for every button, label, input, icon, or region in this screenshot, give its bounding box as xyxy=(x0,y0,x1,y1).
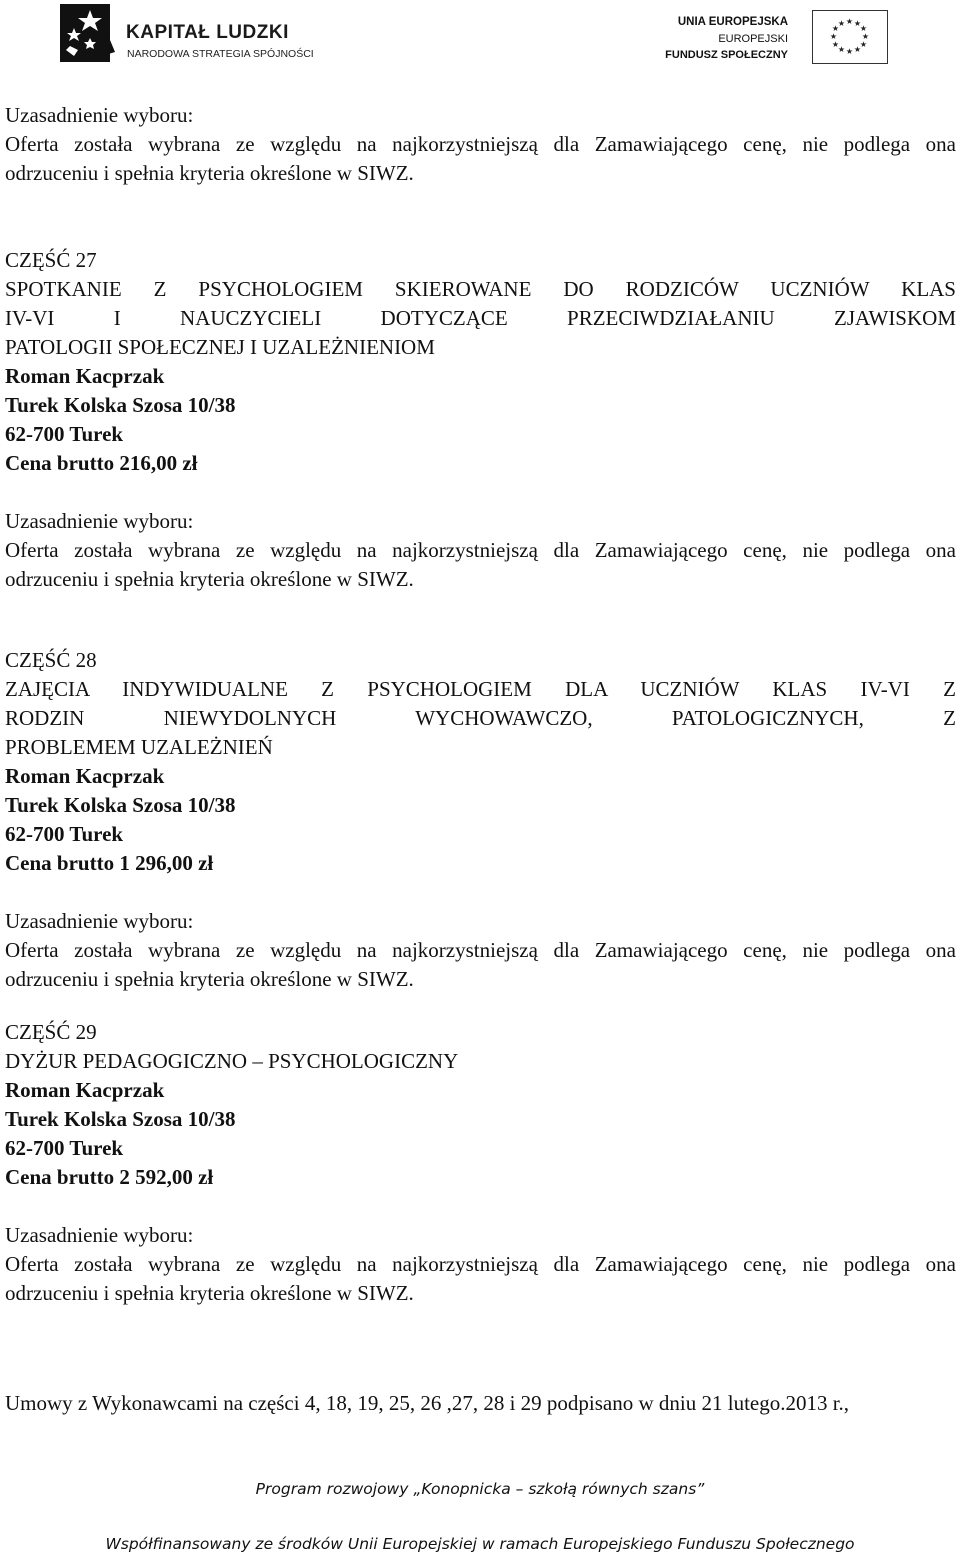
reason-label: Uzasadnienie wyboru: xyxy=(5,509,194,533)
eu-stars-icon xyxy=(813,11,886,62)
footer-cofinanced: Współfinansowany ze środków Unii Europejskiej w ramach Europejskiego Funduszu Społecznego xyxy=(105,1535,855,1553)
reason-label: Uzasadnienie wyboru: xyxy=(5,103,194,127)
gross-price: Cena brutto 216,00 zł xyxy=(5,451,198,475)
contractor-name: Roman Kacprzak xyxy=(5,764,165,788)
eu-logo-line-3: FUNDUSZ SPOŁECZNY xyxy=(665,49,788,61)
contractor-address: Turek Kolska Szosa 10/38 xyxy=(5,1107,236,1131)
reason-text-line: Oferta została wybrana ze względu na najkorzystniejszą dla Zamawiającego cenę, nie podlega ona xyxy=(5,538,956,562)
reason-text-line: odrzuceniu i spełnia kryteria określone w SIWZ. xyxy=(5,1281,414,1305)
part-title-line: PATOLOGII SPOŁECZNEJ I UZALEŻNIENIOM xyxy=(5,335,435,359)
svg-text:★: ★ xyxy=(859,24,868,33)
contractor-city: 62-700 Turek xyxy=(5,822,124,846)
kapital-ludzki-title: KAPITAŁ LUDZKI xyxy=(126,22,289,43)
svg-text:★: ★ xyxy=(853,45,862,54)
eu-flag-icon xyxy=(812,10,888,64)
reason-text-line: odrzuceniu i spełnia kryteria określone w SIWZ. xyxy=(5,161,414,185)
part-title-line: IV-VI I NAUCZYCIELI DOTYCZĄCE PRZECIWDZIAŁANIU ZJAWISKOM xyxy=(5,306,956,330)
part-heading: CZĘŚĆ 28 xyxy=(5,648,97,672)
reason-label: Uzasadnienie wyboru: xyxy=(5,909,194,933)
svg-text:★: ★ xyxy=(861,32,870,41)
part-29 xyxy=(5,1018,956,1308)
reason-text-line: Oferta została wybrana ze względu na najkorzystniejszą dla Zamawiającego cenę, nie podlega ona xyxy=(5,1252,956,1276)
contractor-name: Roman Kacprzak xyxy=(5,1078,165,1102)
part-title-line: SPOTKANIE Z PSYCHOLOGIEM SKIEROWANE DO RODZICÓW UCZNIÓW KLAS xyxy=(5,277,956,301)
svg-text:★: ★ xyxy=(845,47,854,56)
contractor-name: Roman Kacprzak xyxy=(5,364,165,388)
contractor-city: 62-700 Turek xyxy=(5,422,124,446)
gross-price: Cena brutto 2 592,00 zł xyxy=(5,1165,214,1189)
svg-text:★: ★ xyxy=(831,40,840,49)
kapital-ludzki-logo xyxy=(60,4,314,68)
part-title-line: ZAJĘCIA INDYWIDUALNE Z PSYCHOLOGIEM DLA UCZNIÓW KLAS IV-VI Z xyxy=(5,677,956,701)
svg-text:★: ★ xyxy=(829,32,838,41)
kapital-ludzki-emblem-icon xyxy=(60,4,122,66)
gross-price: Cena brutto 1 296,00 zł xyxy=(5,851,214,875)
reason-text-line: Oferta została wybrana ze względu na najkorzystniejszą dla Zamawiającego cenę, nie podlega ona xyxy=(5,938,956,962)
part-27 xyxy=(5,246,956,594)
part-28 xyxy=(5,646,956,994)
svg-text:★: ★ xyxy=(853,19,862,28)
svg-text:★: ★ xyxy=(859,40,868,49)
part-title-line: RODZIN NIEWYDOLNYCH WYCHOWAWCZO, PATOLOGICZNYCH, Z xyxy=(5,706,956,730)
reason-text-line: odrzuceniu i spełnia kryteria określone w SIWZ. xyxy=(5,967,414,991)
svg-text:★: ★ xyxy=(837,45,846,54)
contractor-address: Turek Kolska Szosa 10/38 xyxy=(5,393,236,417)
eu-logo-line-1: UNIA EUROPEJSKA xyxy=(677,16,788,28)
kapital-ludzki-subtitle: NARODOWA STRATEGIA SPÓJNOŚCI xyxy=(127,48,314,60)
contractor-address: Turek Kolska Szosa 10/38 xyxy=(5,793,236,817)
part-title-line: DYŻUR PEDAGOGICZNO – PSYCHOLOGICZNY xyxy=(5,1049,459,1073)
reason-label: Uzasadnienie wyboru: xyxy=(5,1223,194,1247)
eu-logo-line-2: EUROPEJSKI xyxy=(718,33,788,45)
svg-text:★: ★ xyxy=(837,19,846,28)
part-title-line: PROBLEMEM UZALEŻNIEŃ xyxy=(5,735,273,759)
footer-program: Program rozwojowy „Konopnicka – szkołą równych szans” xyxy=(255,1480,705,1498)
reason-text-line: Oferta została wybrana ze względu na najkorzystniejszą dla Zamawiającego cenę, nie podlega ona xyxy=(5,132,956,156)
document-body xyxy=(5,101,956,1418)
svg-text:★: ★ xyxy=(845,17,854,26)
svg-text:★: ★ xyxy=(831,24,840,33)
contractor-city: 62-700 Turek xyxy=(5,1136,124,1160)
eu-efs-logo xyxy=(665,10,894,66)
part-heading: CZĘŚĆ 27 xyxy=(5,248,97,272)
contracts-summary: Umowy z Wykonawcami na części 4, 18, 19, 25, 26 ,27, 28 i 29 podpisano w dniu 21 lutego.2013 r., xyxy=(5,1391,850,1415)
part-heading: CZĘŚĆ 29 xyxy=(5,1020,97,1044)
reason-text-line: odrzuceniu i spełnia kryteria określone w SIWZ. xyxy=(5,567,414,591)
